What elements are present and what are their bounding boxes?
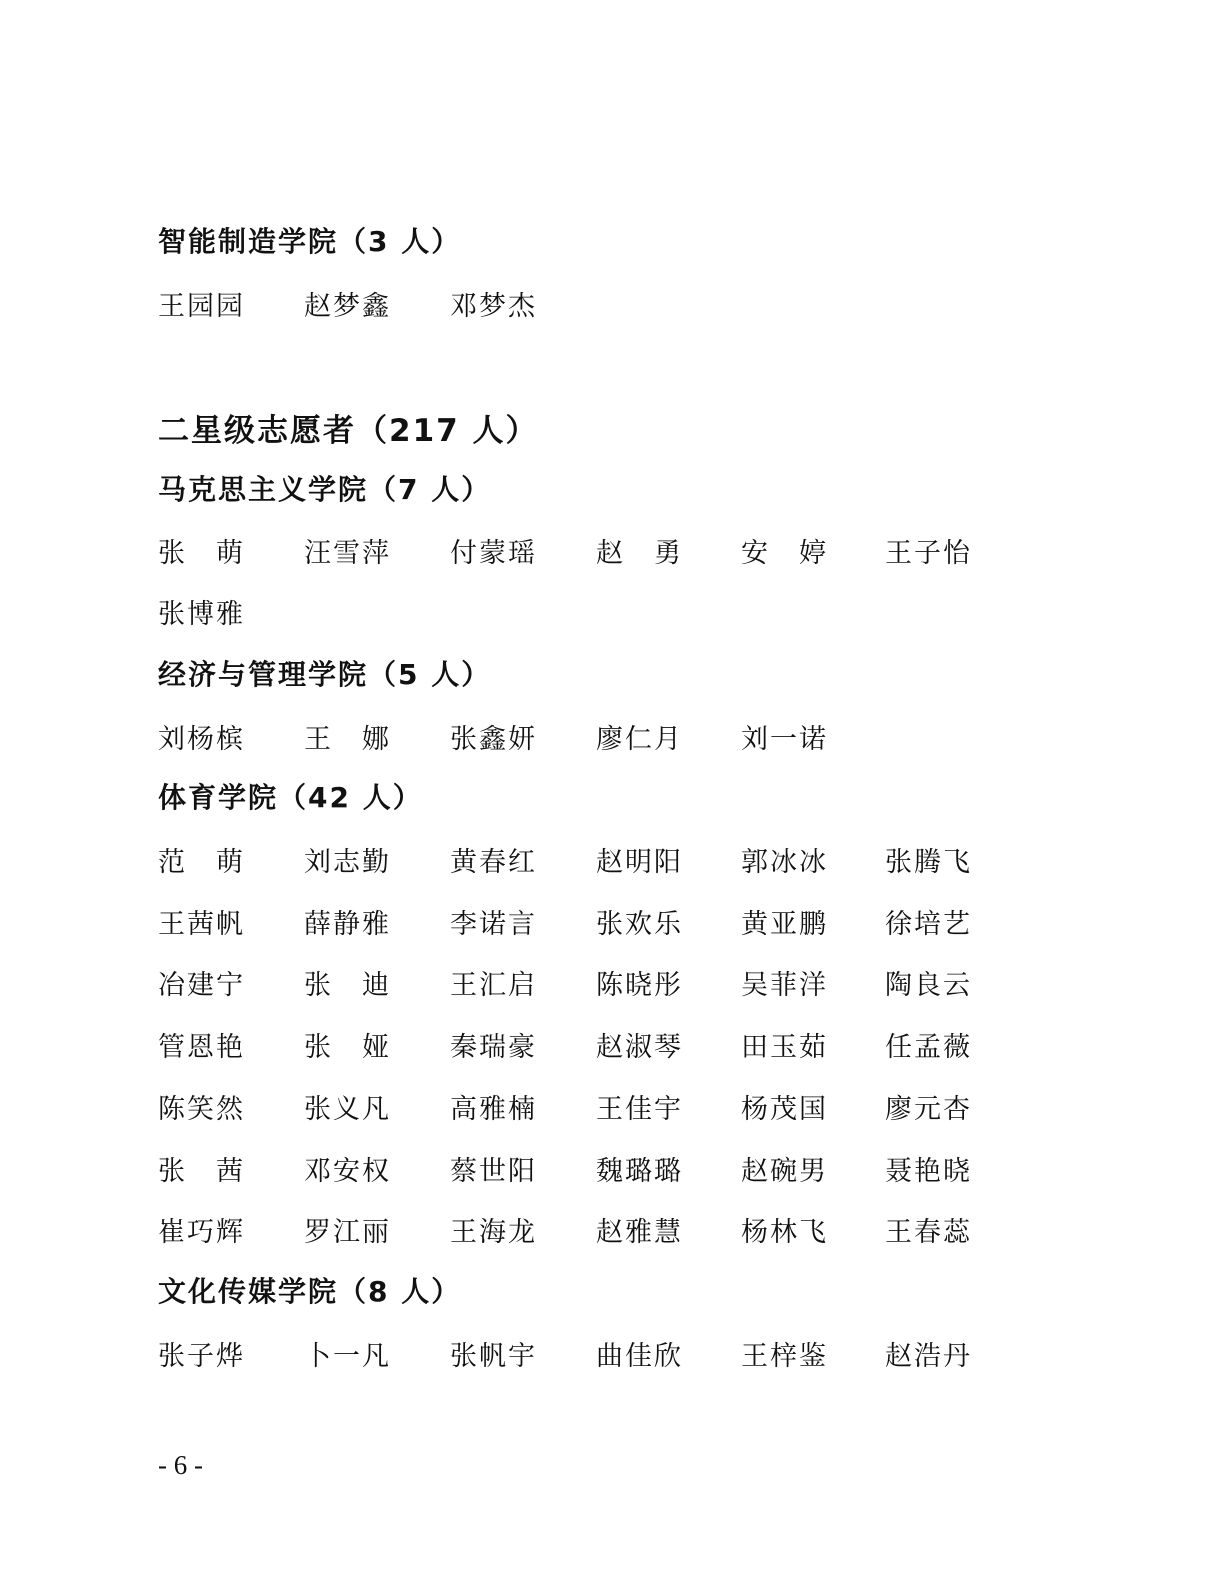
volunteer-name: 安 婷 bbox=[741, 538, 828, 569]
volunteer-name: 张 萌 bbox=[158, 538, 245, 569]
name-row bbox=[158, 902, 1058, 942]
volunteer-name: 管恩艳 bbox=[158, 1032, 245, 1063]
volunteer-name: 王汇启 bbox=[450, 970, 537, 1001]
volunteer-name: 黄春红 bbox=[450, 847, 537, 878]
volunteer-name: 范 萌 bbox=[158, 847, 245, 878]
volunteer-name: 王园园 bbox=[158, 291, 245, 322]
volunteer-name: 赵 勇 bbox=[596, 538, 683, 569]
volunteer-name: 张鑫妍 bbox=[450, 724, 537, 755]
volunteer-name: 张 迪 bbox=[304, 970, 391, 1001]
name-row bbox=[158, 1025, 1058, 1065]
volunteer-name: 吴菲洋 bbox=[741, 970, 828, 1001]
name-row bbox=[158, 1210, 1058, 1250]
volunteer-name: 刘杨槟 bbox=[158, 724, 245, 755]
page-number: - 6 - bbox=[158, 1450, 203, 1480]
name-row bbox=[158, 1149, 1058, 1189]
volunteer-name: 卜一凡 bbox=[304, 1341, 391, 1372]
volunteer-name: 张子烨 bbox=[158, 1341, 245, 1372]
section-heading-economics-management: 经济与管理学院（5 人） bbox=[158, 658, 492, 691]
volunteer-name: 王 娜 bbox=[304, 724, 391, 755]
volunteer-name: 崔巧辉 bbox=[158, 1217, 245, 1248]
name-row bbox=[158, 284, 1058, 324]
volunteer-name: 王茜帆 bbox=[158, 909, 245, 940]
name-row bbox=[158, 531, 1058, 571]
volunteer-name: 刘志勤 bbox=[304, 847, 391, 878]
name-row bbox=[158, 1087, 1058, 1127]
volunteer-name: 廖仁月 bbox=[596, 724, 683, 755]
section-heading-physical-education: 体育学院（42 人） bbox=[158, 781, 423, 814]
volunteer-name: 高雅楠 bbox=[450, 1094, 537, 1125]
volunteer-name: 罗江丽 bbox=[304, 1217, 391, 1248]
volunteer-name: 王梓鉴 bbox=[741, 1341, 828, 1372]
volunteer-name: 付蒙瑶 bbox=[450, 538, 537, 569]
volunteer-name: 陈晓彤 bbox=[596, 970, 683, 1001]
volunteer-name: 张欢乐 bbox=[596, 909, 683, 940]
volunteer-name: 聂艳晓 bbox=[885, 1156, 972, 1187]
volunteer-name: 徐培艺 bbox=[885, 909, 972, 940]
volunteer-name: 张义凡 bbox=[304, 1094, 391, 1125]
section-heading-two-star-volunteers: 二星级志愿者（217 人） bbox=[158, 413, 539, 449]
volunteer-name: 张腾飞 bbox=[885, 847, 972, 878]
volunteer-name: 冶建宁 bbox=[158, 970, 245, 1001]
volunteer-name: 陶良云 bbox=[885, 970, 972, 1001]
volunteer-name: 秦瑞豪 bbox=[450, 1032, 537, 1063]
volunteer-name: 邓梦杰 bbox=[450, 291, 537, 322]
volunteer-name: 赵明阳 bbox=[596, 847, 683, 878]
volunteer-name: 邓安权 bbox=[304, 1156, 391, 1187]
volunteer-name: 王春蕊 bbox=[885, 1217, 972, 1248]
volunteer-name: 赵雅慧 bbox=[596, 1217, 683, 1248]
volunteer-name: 廖元杏 bbox=[885, 1094, 972, 1125]
volunteer-name: 薛静雅 bbox=[304, 909, 391, 940]
volunteer-name: 李诺言 bbox=[450, 909, 537, 940]
volunteer-name: 张帆宇 bbox=[450, 1341, 537, 1372]
volunteer-name: 张 娅 bbox=[304, 1032, 391, 1063]
volunteer-name: 曲佳欣 bbox=[596, 1341, 683, 1372]
section-heading-marxism: 马克思主义学院（7 人） bbox=[158, 473, 492, 506]
volunteer-name: 王佳宇 bbox=[596, 1094, 683, 1125]
volunteer-name: 杨林飞 bbox=[741, 1217, 828, 1248]
volunteer-name: 赵淑琴 bbox=[596, 1032, 683, 1063]
volunteer-name: 赵浩丹 bbox=[885, 1341, 972, 1372]
volunteer-name: 陈笑然 bbox=[158, 1094, 245, 1125]
section-heading-intelligent-manufacturing: 智能制造学院（3 人） bbox=[158, 225, 462, 258]
volunteer-name: 张博雅 bbox=[158, 599, 245, 630]
volunteer-name: 赵碗男 bbox=[741, 1156, 828, 1187]
volunteer-name: 黄亚鹏 bbox=[741, 909, 828, 940]
volunteer-name: 田玉茹 bbox=[741, 1032, 828, 1063]
volunteer-name: 汪雪萍 bbox=[304, 538, 391, 569]
volunteer-name: 赵梦鑫 bbox=[304, 291, 391, 322]
volunteer-name: 魏璐璐 bbox=[596, 1156, 683, 1187]
section-heading-culture-media: 文化传媒学院（8 人） bbox=[158, 1275, 462, 1308]
volunteer-name: 张 茜 bbox=[158, 1156, 245, 1187]
volunteer-name: 郭冰冰 bbox=[741, 847, 828, 878]
volunteer-name: 任孟薇 bbox=[885, 1032, 972, 1063]
name-row bbox=[158, 840, 1058, 880]
volunteer-name: 刘一诺 bbox=[741, 724, 828, 755]
volunteer-name: 蔡世阳 bbox=[450, 1156, 537, 1187]
name-row bbox=[158, 963, 1058, 1003]
name-row bbox=[158, 1334, 1058, 1374]
volunteer-name: 杨茂国 bbox=[741, 1094, 828, 1125]
volunteer-name: 王海龙 bbox=[450, 1217, 537, 1248]
name-row bbox=[158, 717, 1058, 757]
volunteer-name: 王子怡 bbox=[885, 538, 972, 569]
name-row bbox=[158, 592, 1058, 632]
